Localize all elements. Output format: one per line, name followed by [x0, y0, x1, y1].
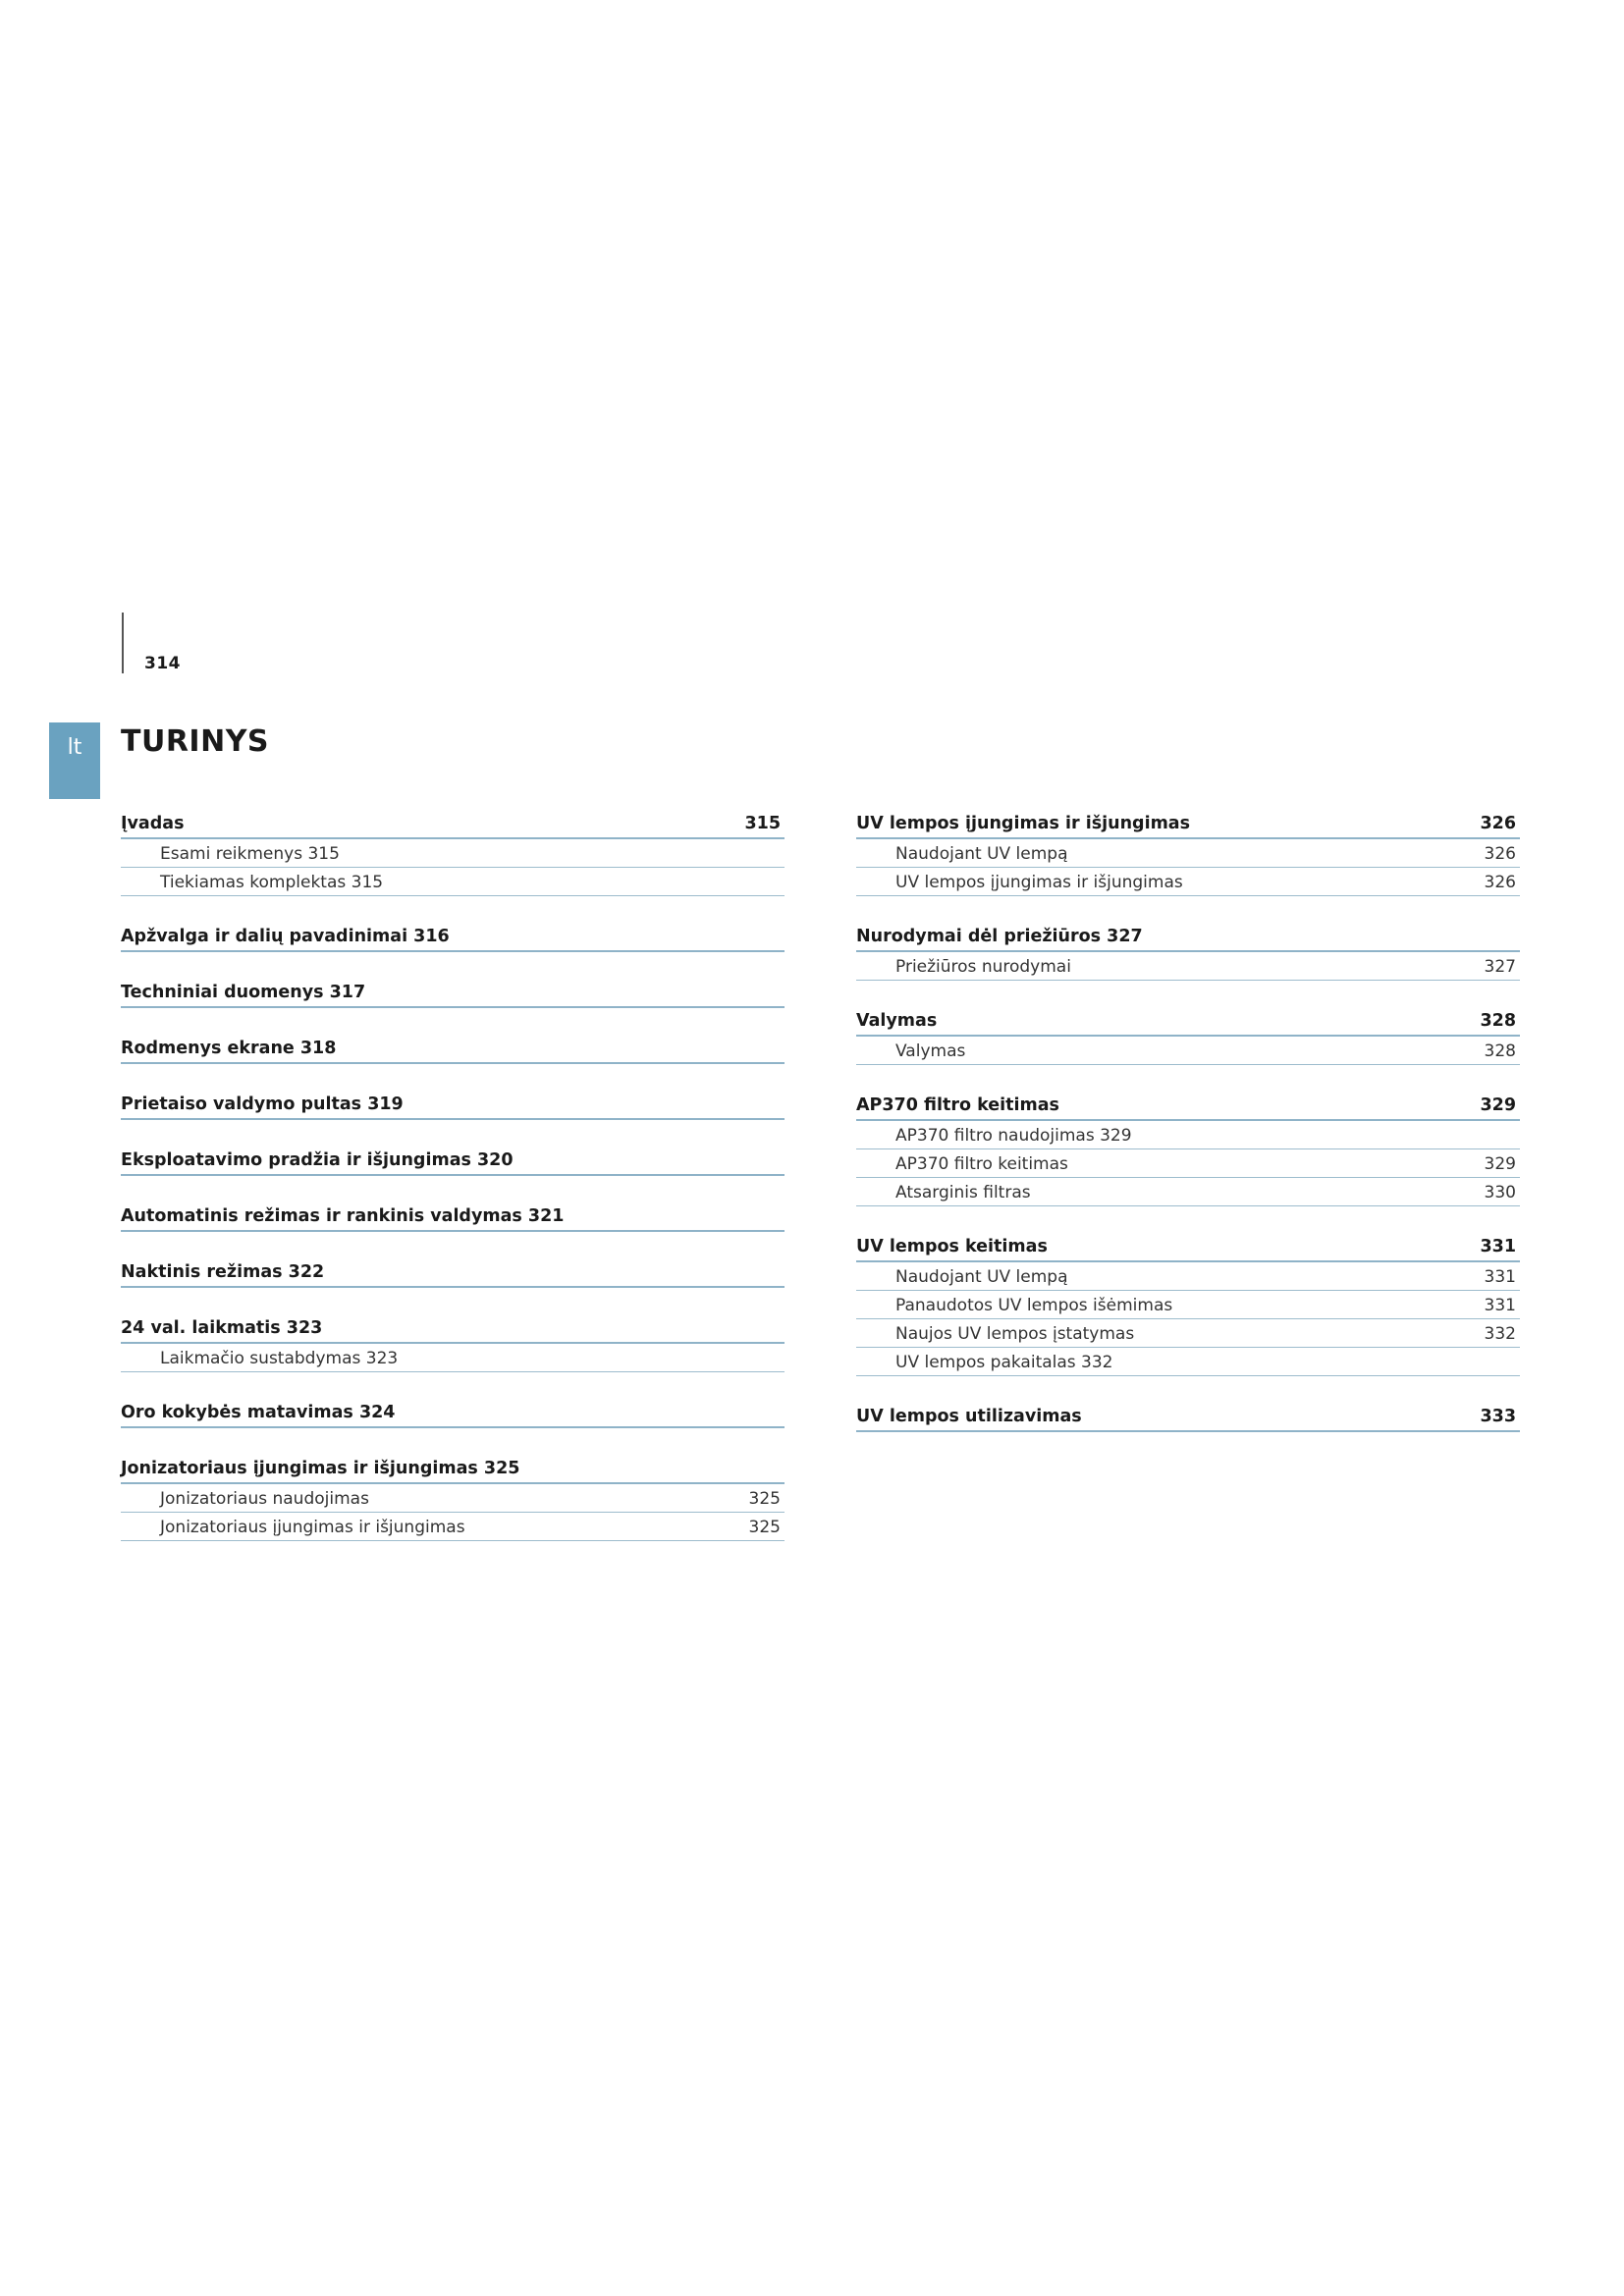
toc-subentry[interactable]: [856, 1291, 1520, 1319]
toc-entry[interactable]: [856, 1002, 1520, 1037]
toc-entry-title: Eksploatavimo pradžia ir išjungimas 320: [121, 1150, 514, 1170]
toc-entry[interactable]: [121, 974, 785, 1008]
toc-entry[interactable]: [121, 1086, 785, 1120]
toc-subentry-title: Atsarginis filtras: [895, 1183, 1031, 1202]
toc-entry-title: Techniniai duomenys 317: [121, 983, 366, 1002]
toc-entry-title: UV lempos įjungimas ir išjungimas: [856, 814, 1191, 833]
toc-subentry[interactable]: [121, 1484, 785, 1513]
toc-section: [856, 1398, 1520, 1432]
toc-subentry[interactable]: [856, 1149, 1520, 1178]
toc-entry-title: Rodmenys ekrane 318: [121, 1039, 337, 1058]
toc-entry[interactable]: [856, 1087, 1520, 1121]
toc-subentry-title: UV lempos pakaitalas 332: [895, 1353, 1113, 1372]
toc-entry-title: Oro kokybės matavimas 324: [121, 1403, 396, 1422]
page-number-rule: [122, 613, 124, 673]
toc-subentry[interactable]: [856, 1319, 1520, 1348]
toc-subentry[interactable]: [856, 1348, 1520, 1376]
toc-subentry-page: 330: [1484, 1183, 1516, 1202]
toc-entry-title: Įvadas: [121, 814, 185, 833]
toc-entry-title: UV lempos utilizavimas: [856, 1407, 1082, 1426]
toc-entry-title: Valymas: [856, 1011, 938, 1031]
toc-subentry[interactable]: [856, 1262, 1520, 1291]
toc-entry[interactable]: [856, 1228, 1520, 1262]
toc-entry[interactable]: [121, 1450, 785, 1484]
toc-entry[interactable]: [121, 1198, 785, 1232]
toc-section: [121, 918, 785, 952]
toc-subentry-page: 325: [748, 1489, 781, 1509]
toc-subentry-title: Valymas: [895, 1041, 966, 1061]
toc-section: [121, 1086, 785, 1120]
toc-section: [121, 1142, 785, 1176]
toc-entry-page: 315: [744, 814, 781, 833]
toc-section: [121, 1309, 785, 1372]
toc-section: [856, 1087, 1520, 1206]
toc-column-right: [856, 805, 1520, 1454]
toc-section: [121, 1394, 785, 1428]
toc-subentry-title: Panaudotos UV lempos išėmimas: [895, 1296, 1173, 1315]
toc-subentry-page: 327: [1484, 957, 1516, 977]
toc-subentry-title: Tiekiamas komplektas 315: [160, 873, 384, 892]
toc-entry-page: 328: [1480, 1011, 1516, 1031]
toc-subentry[interactable]: [856, 1121, 1520, 1149]
toc-entry[interactable]: [121, 918, 785, 952]
toc-section: [121, 805, 785, 896]
toc-section: [856, 1228, 1520, 1376]
toc-subentry-page: 332: [1484, 1324, 1516, 1344]
toc-entry[interactable]: [121, 1030, 785, 1064]
toc-subentry-page: 331: [1484, 1296, 1516, 1315]
toc-entry-page: 326: [1480, 814, 1516, 833]
toc-entry-title: Apžvalga ir dalių pavadinimai 316: [121, 927, 450, 946]
toc-subentry-title: Naudojant UV lempą: [895, 1267, 1068, 1287]
toc-entry-title: UV lempos keitimas: [856, 1237, 1048, 1256]
toc-subentry[interactable]: [121, 1344, 785, 1372]
toc-entry[interactable]: [856, 918, 1520, 952]
toc-section: [856, 918, 1520, 981]
toc-entry[interactable]: [856, 805, 1520, 839]
toc-entry-page: 329: [1480, 1095, 1516, 1115]
toc-subentry-title: UV lempos įjungimas ir išjungimas: [895, 873, 1183, 892]
toc-subentry-title: Priežiūros nurodymai: [895, 957, 1071, 977]
toc-subentry[interactable]: [856, 952, 1520, 981]
page-title: TURINYS: [121, 724, 270, 759]
toc-section: [121, 1254, 785, 1288]
toc-section: [856, 805, 1520, 896]
toc-entry[interactable]: [121, 1254, 785, 1288]
toc-entry-title: Nurodymai dėl priežiūros 327: [856, 927, 1143, 946]
toc-subentry-title: Jonizatoriaus naudojimas: [160, 1489, 369, 1509]
toc-entry[interactable]: [856, 1398, 1520, 1432]
toc-entry-title: 24 val. laikmatis 323: [121, 1318, 323, 1338]
toc-section: [121, 1030, 785, 1064]
toc-subentry-page: 331: [1484, 1267, 1516, 1287]
toc-column-left: [121, 805, 785, 1563]
toc-entry-title: Naktinis režimas 322: [121, 1262, 325, 1282]
toc-subentry-title: Jonizatoriaus įjungimas ir išjungimas: [160, 1518, 465, 1537]
toc-section: [121, 974, 785, 1008]
page-number: 314: [144, 654, 181, 673]
toc-subentry-page: 326: [1484, 873, 1516, 892]
toc-subentry-title: Naudojant UV lempą: [895, 844, 1068, 864]
toc-subentry-title: Esami reikmenys 315: [160, 844, 340, 864]
toc-entry-page: 333: [1480, 1407, 1516, 1426]
toc-entry-title: Automatinis režimas ir rankinis valdymas 321: [121, 1206, 565, 1226]
toc-subentry-title: AP370 filtro naudojimas 329: [895, 1126, 1132, 1146]
toc-subentry-title: Naujos UV lempos įstatymas: [895, 1324, 1135, 1344]
toc-entry[interactable]: [121, 805, 785, 839]
toc-entry[interactable]: [121, 1309, 785, 1344]
toc-section: [121, 1198, 785, 1232]
toc-subentry-page: 329: [1484, 1154, 1516, 1174]
toc-section: [121, 1450, 785, 1541]
toc-subentry[interactable]: [856, 1037, 1520, 1065]
toc-entry-title: Jonizatoriaus įjungimas ir išjungimas 325: [121, 1459, 520, 1478]
toc-entry-title: Prietaiso valdymo pultas 319: [121, 1095, 404, 1114]
toc-subentry[interactable]: [121, 1513, 785, 1541]
toc-subentry[interactable]: [856, 1178, 1520, 1206]
toc-section: [856, 1002, 1520, 1065]
toc-subentry-page: 326: [1484, 844, 1516, 864]
toc-subentry[interactable]: [856, 868, 1520, 896]
toc-subentry-title: AP370 filtro keitimas: [895, 1154, 1068, 1174]
toc-subentry-title: Laikmačio sustabdymas 323: [160, 1349, 399, 1368]
toc-subentry-page: 325: [748, 1518, 781, 1537]
toc-entry-page: 331: [1480, 1237, 1516, 1256]
toc-subentry-page: 328: [1484, 1041, 1516, 1061]
toc-subentry[interactable]: [121, 868, 785, 896]
language-tab: lt: [49, 722, 100, 799]
toc-entry-title: AP370 filtro keitimas: [856, 1095, 1059, 1115]
toc-subentry[interactable]: [121, 839, 785, 868]
toc-entry[interactable]: [121, 1394, 785, 1428]
toc-entry[interactable]: [121, 1142, 785, 1176]
toc-subentry[interactable]: [856, 839, 1520, 868]
